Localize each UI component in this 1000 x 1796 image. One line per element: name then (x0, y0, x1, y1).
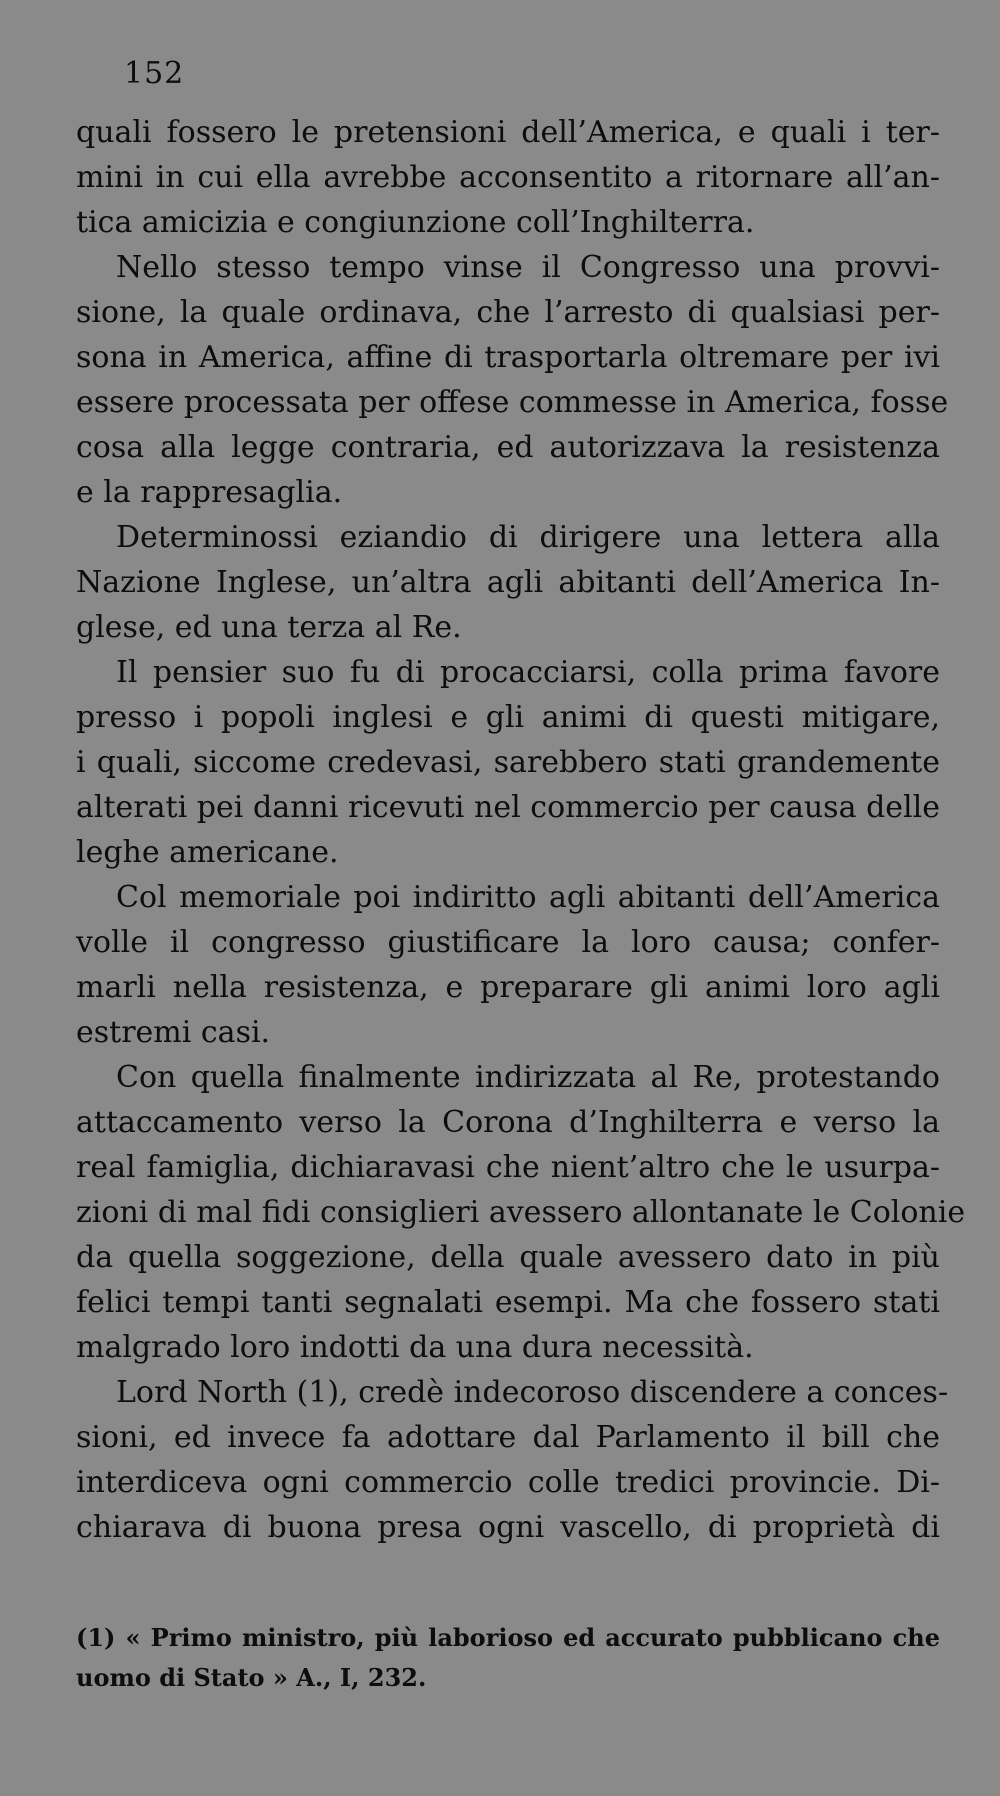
text-line: Con quella finalmente indirizzata al Re, protestando (116, 1060, 940, 1095)
text-line: tica amicizia e congiunzione coll’Inghilterra. (76, 205, 755, 240)
body-text (76, 110, 966, 1550)
text-line: da quella soggezione, della quale avessero dato in più (76, 1240, 940, 1275)
page-number: 152 (124, 56, 185, 91)
text-line: estremi casi. (76, 1015, 271, 1050)
text-line: e la rappresaglia. (76, 475, 343, 510)
text-line: malgrado loro indotti da una dura necessità. (76, 1330, 754, 1365)
text-line: sioni, ed invece fa adottare dal Parlamento il bill che (76, 1420, 940, 1455)
footnote-line: (1) « Primo ministro, più laborioso ed accurato pubblicano che (76, 1623, 940, 1652)
text-line: volle il congresso giustificare la loro causa; confer- (76, 925, 940, 960)
text-line: quali fossero le pretensioni dell’America, e quali i ter- (76, 115, 940, 150)
text-line: chiarava di buona presa ogni vascello, di proprietà di (76, 1510, 940, 1545)
text-line: felici tempi tanti segnalati esempi. Ma che fossero stati (76, 1285, 940, 1320)
text-line: Nazione Inglese, un’altra agli abitanti dell’America In- (76, 565, 940, 600)
text-line: zioni di mal fidi consiglieri avessero allontanate le Colonie (76, 1195, 966, 1230)
text-line: Lord North (1), credè indecoroso discendere a conces- (116, 1375, 949, 1410)
text-line: real famiglia, dichiaravasi che nient’altro che le usurpa- (76, 1150, 940, 1185)
text-line: Nello stesso tempo vinse il Congresso una provvi- (116, 250, 940, 285)
footnote-line: uomo di Stato » A., I, 232. (76, 1663, 427, 1692)
text-line: attaccamento verso la Corona d’Inghilterra e verso la (76, 1105, 940, 1140)
text-line: i quali, siccome credevasi, sarebbero stati grandemente (76, 745, 940, 780)
text-line: interdiceva ogni commercio colle tredici provincie. Di- (76, 1465, 940, 1500)
text-line: sione, la quale ordinava, che l’arresto di qualsiasi per- (76, 295, 940, 330)
text-line: mini in cui ella avrebbe acconsentito a ritornare all’an- (76, 160, 940, 195)
text-line: marli nella resistenza, e preparare gli animi loro agli (76, 970, 940, 1005)
text-line: leghe americane. (76, 835, 339, 870)
text-line: essere processata per offese commesse in America, fosse (76, 385, 949, 420)
footnote (76, 1618, 940, 1698)
text-line: Il pensier suo fu di procacciarsi, colla prima favore (116, 655, 940, 690)
text-line: alterati pei danni ricevuti nel commercio per causa delle (76, 790, 940, 825)
text-line: glese, ed una terza al Re. (76, 610, 462, 645)
text-line: presso i popoli inglesi e gli animi di questi mitigare, (76, 700, 940, 735)
text-line: Determinossi eziandio di dirigere una lettera alla (116, 520, 940, 555)
text-line: sona in America, affine di trasportarla oltremare per ivi (76, 340, 940, 375)
text-line: Col memoriale poi indiritto agli abitanti dell’America (116, 880, 940, 915)
text-line: cosa alla legge contraria, ed autorizzava la resistenza (76, 430, 940, 465)
